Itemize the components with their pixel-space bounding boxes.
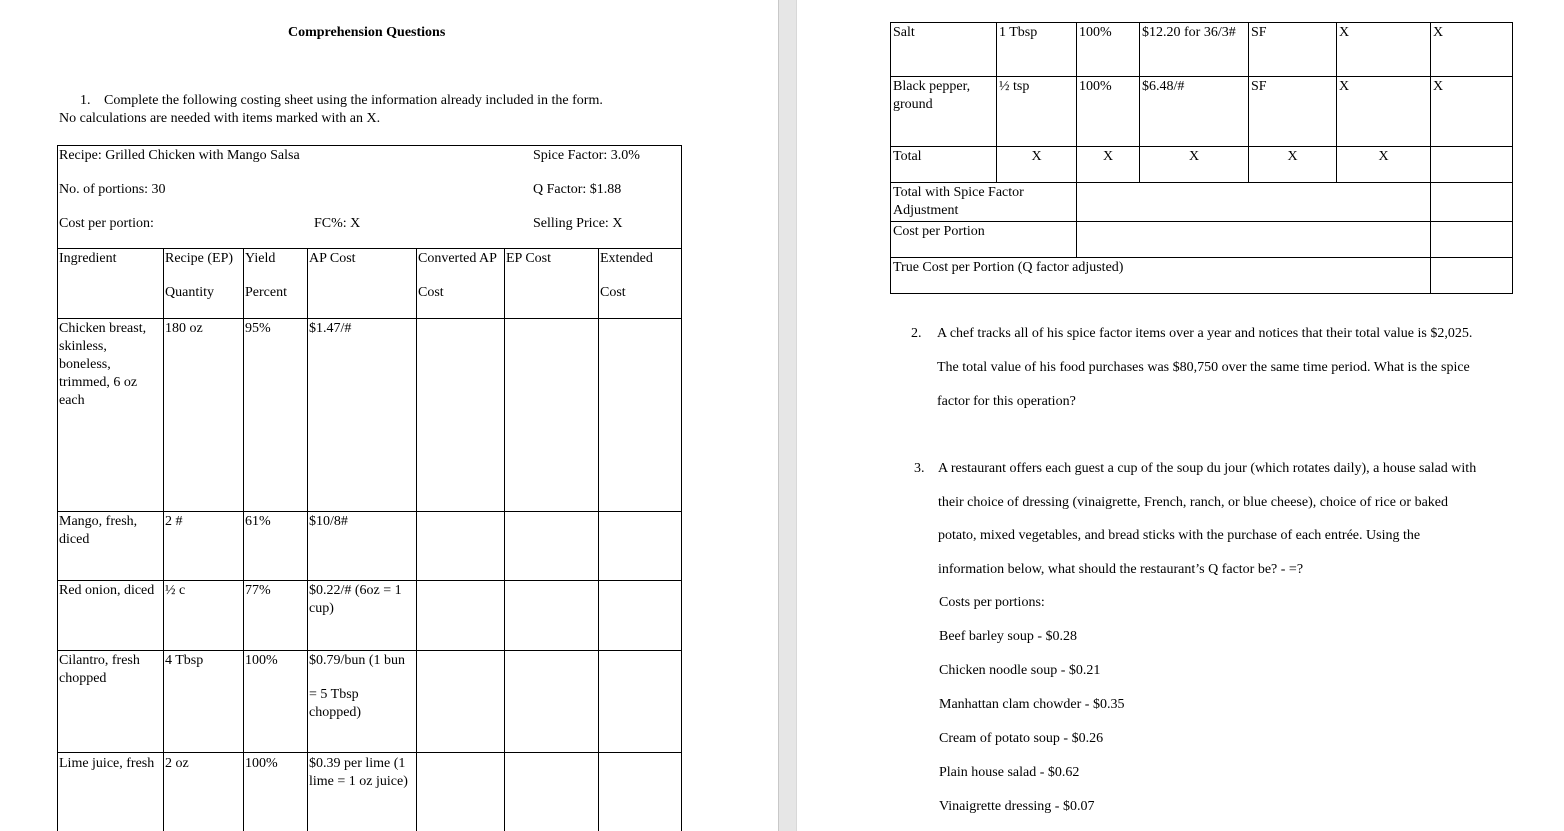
document-page-right (797, 0, 1564, 831)
ingredient-converted-ap: SF (1249, 77, 1337, 147)
cost-item: Cream of potato soup - $0.26 (939, 731, 1104, 746)
question-2-line: A chef tracks all of his spice factor items over a year and notices that their total value is $2,025. (937, 326, 1473, 341)
ingredient-ep-cost: X (1337, 23, 1431, 77)
document-page-left (0, 0, 778, 831)
ingredient-ap-cost: $0.22/# (6oz = 1 cup) (309, 583, 402, 616)
header-ep-cost: EP Cost (506, 251, 551, 266)
summary-row (891, 258, 1513, 294)
cost-item: Plain house salad - $0.62 (939, 765, 1080, 780)
ingredient-ap-cost-line-1: $0.79/bun (1 bun (309, 653, 406, 668)
summary-label: Total with Spice Factor Adjustment (891, 183, 1077, 222)
ingredient-quantity: 180 oz (165, 321, 203, 336)
cost-item: Manhattan clam chowder - $0.35 (939, 697, 1125, 712)
ingredient-quantity: ½ tsp (997, 77, 1077, 147)
cost-item: Chicken noodle soup - $0.21 (939, 663, 1101, 678)
total-mark: X (1249, 147, 1337, 183)
ingredient-yield: 100% (1077, 77, 1140, 147)
question-2-line: factor for this operation? (937, 394, 1076, 409)
ingredient-name: Lime juice, fresh (59, 756, 155, 771)
table-row (891, 23, 1513, 77)
header-converted-cost: Cost (418, 285, 444, 300)
total-mark: X (1140, 147, 1249, 183)
ingredient-quantity: 2 oz (165, 756, 189, 771)
summary-row (891, 183, 1513, 222)
ingredient-name: Black pepper, ground (891, 77, 997, 147)
ingredient-ap-cost-line-2: = 5 Tbsp chopped) (309, 687, 362, 720)
column-divider (163, 248, 164, 831)
number-of-portions: No. of portions: 30 (59, 182, 166, 197)
header-extended: Extended (600, 251, 653, 266)
q-factor: Q Factor: $1.88 (533, 182, 622, 197)
summary-value (1431, 183, 1513, 222)
header-recipe-ep: Recipe (EP) (165, 251, 234, 266)
ingredient-yield: 100% (245, 653, 278, 668)
costs-heading: Costs per portions: (939, 595, 1045, 610)
column-divider (504, 248, 505, 831)
table-border-top (57, 145, 682, 146)
total-row (891, 147, 1513, 183)
question-3-line: information below, what should the restaurant’s Q factor be? - =? (938, 562, 1304, 577)
page-title: Comprehension Questions (288, 25, 446, 40)
table-row (891, 77, 1513, 147)
summary-value (1431, 222, 1513, 258)
ingredient-quantity: ½ c (165, 583, 186, 598)
question-1-line-2: No calculations are needed with items marked with an X. (59, 111, 381, 126)
question-2-number: 2. (911, 326, 922, 341)
question-2-line: The total value of his food purchases was $80,750 over the same time period. What is the spice (937, 360, 1470, 375)
total-label: Total (891, 147, 997, 183)
ingredient-name: Cilantro, fresh chopped (59, 653, 140, 686)
question-3-line: potato, mixed vegetables, and bread sticks with the purchase of each entrée. Using the (938, 528, 1421, 543)
ingredient-name: Red onion, diced (59, 583, 155, 598)
row-divider (57, 248, 682, 249)
header-yield: Yield (245, 251, 276, 266)
total-extended-cost (1431, 147, 1513, 183)
row-divider (57, 580, 682, 581)
row-divider (57, 318, 682, 319)
total-mark: X (1337, 147, 1431, 183)
summary-label: True Cost per Portion (Q factor adjusted) (891, 258, 1431, 294)
header-extended-cost: Cost (600, 285, 626, 300)
question-1-line-1: Complete the following costing sheet using the information already included in the form. (104, 93, 603, 108)
question-3-number: 3. (914, 461, 925, 476)
question-1-number: 1. (80, 93, 91, 108)
ingredient-ap-cost: $1.47/# (309, 321, 352, 336)
ingredient-quantity: 2 # (165, 514, 183, 529)
column-divider (307, 248, 308, 831)
recipe-name: Recipe: Grilled Chicken with Mango Salsa (59, 148, 300, 163)
ingredient-ep-cost: X (1337, 77, 1431, 147)
column-divider (598, 248, 599, 831)
header-percent: Percent (245, 285, 287, 300)
food-cost-percent: FC%: X (314, 216, 361, 231)
question-3-line: A restaurant offers each guest a cup of the soup du jour (which rotates daily), a house salad with (938, 461, 1477, 476)
column-divider (416, 248, 417, 831)
total-mark: X (997, 147, 1077, 183)
ingredient-extended-cost: X (1431, 77, 1513, 147)
row-divider (57, 650, 682, 651)
header-quantity: Quantity (165, 285, 214, 300)
ingredient-ap-cost: $0.39 per lime (1 lime = 1 oz juice) (309, 756, 408, 789)
summary-value (1431, 258, 1513, 294)
ingredient-yield: 95% (245, 321, 271, 336)
header-ap-cost: AP Cost (309, 251, 356, 266)
header-ingredient: Ingredient (59, 251, 117, 266)
cost-item: Vinaigrette dressing - $0.07 (939, 799, 1095, 814)
row-divider (57, 752, 682, 753)
summary-row (891, 222, 1513, 258)
header-converted-ap: Converted AP (418, 251, 497, 266)
ingredient-yield: 77% (245, 583, 271, 598)
column-divider (243, 248, 244, 831)
ingredient-yield: 100% (1077, 23, 1140, 77)
ingredient-yield: 100% (245, 756, 278, 771)
summary-label: Cost per Portion (891, 222, 1077, 258)
ingredient-quantity: 1 Tbsp (997, 23, 1077, 77)
ingredient-ap-cost: $6.48/# (1140, 77, 1249, 147)
total-mark: X (1077, 147, 1140, 183)
ingredient-extended-cost: X (1431, 23, 1513, 77)
ingredient-name: Chicken breast, skinless, boneless, trimmed, 6 oz each (59, 321, 147, 408)
ingredient-converted-ap: SF (1249, 23, 1337, 77)
question-3-line: their choice of dressing (vinaigrette, French, ranch, or blue cheese), choice of rice or baked (938, 495, 1448, 510)
selling-price: Selling Price: X (533, 216, 623, 231)
costing-sheet-continued-table (890, 22, 1513, 294)
cost-item: Beef barley soup - $0.28 (939, 629, 1078, 644)
row-divider (57, 511, 682, 512)
ingredient-name: Salt (891, 23, 997, 77)
spice-factor: Spice Factor: 3.0% (533, 148, 640, 163)
ingredient-quantity: 4 Tbsp (165, 653, 204, 668)
ingredient-ap-cost: $10/8# (309, 514, 348, 529)
ingredient-name: Mango, fresh, diced (59, 514, 138, 547)
page-gutter (778, 0, 797, 831)
cost-per-portion-label: Cost per portion: (59, 216, 154, 231)
ingredient-ap-cost: $12.20 for 36/3# (1140, 23, 1249, 77)
ingredient-yield: 61% (245, 514, 271, 529)
